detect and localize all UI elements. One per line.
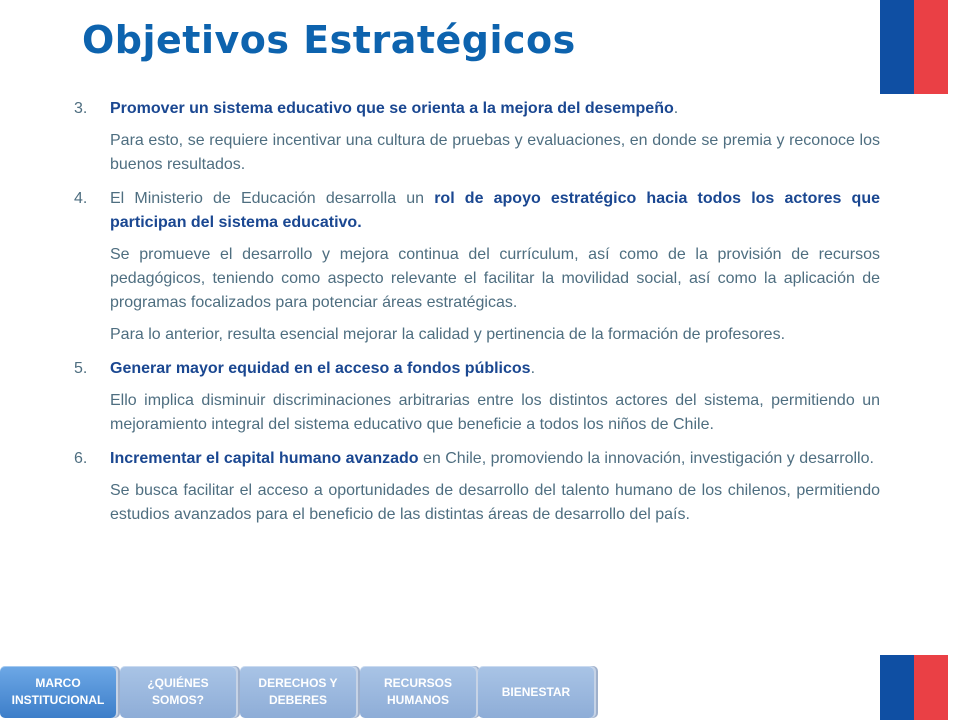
objective-text: El Ministerio de Educación desarrolla un bbox=[110, 190, 435, 207]
nav-button-label bbox=[502, 684, 570, 701]
objective-highlight: Incrementar el capital humano avanzado bbox=[110, 450, 419, 467]
flag-red-stripe bbox=[914, 655, 948, 720]
objective-heading bbox=[110, 187, 880, 235]
nav-button-label-line: DEBERES bbox=[268, 693, 327, 707]
objective-description: Para lo anterior, resulta esencial mejorar la calidad y pertinencia de la formación de profesores. bbox=[110, 326, 786, 343]
objective-highlight: rol de apoyo estratégico hacia todos los actores que participan del sistema educativo. bbox=[110, 190, 880, 231]
objective-number: 4. bbox=[74, 190, 88, 207]
nav-button-label bbox=[147, 675, 208, 709]
nav-button-label bbox=[12, 675, 105, 709]
nav-button-label-line: HUMANOS bbox=[386, 693, 449, 707]
objective-description: Se promueve el desarrollo y mejora continua del currículum, así como de la provisión de recursos pedagógicos, teniendo como aspecto relevante el facilitar la movilidad social, así como la aplicación de programas focalizados para potenciar áreas estratégicas. bbox=[110, 246, 880, 311]
objective-heading bbox=[110, 97, 880, 121]
nav-button-label-line: DERECHOS Y bbox=[258, 676, 338, 690]
objective-heading bbox=[110, 357, 880, 381]
objective-highlight: Generar mayor equidad en el acceso a fondos públicos bbox=[110, 360, 531, 377]
nav-button-label-line: ¿QUIÉNES bbox=[147, 676, 209, 690]
nav-button-label-line: INSTITUCIONAL bbox=[11, 693, 105, 707]
nav-button-derechos-y-deberes[interactable] bbox=[240, 666, 356, 718]
objective-description: Se busca facilitar el acceso a oportunidades de desarrollo del talento humano de los chilenos, permitiendo estudios avanzados para el beneficio de las distintas áreas de desarrollo del país. bbox=[110, 482, 880, 523]
flag-blue-stripe bbox=[880, 0, 914, 94]
objectives-list bbox=[74, 97, 880, 527]
nav-button-label-line: RECURSOS bbox=[383, 676, 452, 690]
objective-text: en Chile, promoviendo la innovación, investigación y desarrollo. bbox=[418, 450, 874, 467]
objective-heading bbox=[110, 447, 880, 471]
objective-highlight: Promover un sistema educativo que se orienta a la mejora del desempeño bbox=[110, 100, 674, 117]
objective-number: 6. bbox=[74, 450, 88, 467]
nav-button-label-line: MARCO bbox=[35, 676, 81, 690]
nav-button-label-line: BIENESTAR bbox=[501, 684, 571, 699]
nav-button-label bbox=[258, 675, 337, 709]
objective-item bbox=[74, 447, 880, 471]
nav-button-bienestar[interactable] bbox=[478, 666, 594, 718]
nav-button-label bbox=[384, 675, 452, 709]
objective-text: . bbox=[673, 100, 679, 117]
objective-description: Ello implica disminuir discriminaciones arbitrarias entre los distintos actores del sistema, permitiendo un mejoramiento integral del sistema educativo que beneficie a todos los niños de Chile. bbox=[110, 392, 880, 433]
objective-item bbox=[74, 357, 880, 381]
flag-red-stripe bbox=[914, 0, 948, 94]
objective-number: 5. bbox=[74, 360, 88, 377]
nav-button-label-line: SOMOS? bbox=[151, 693, 204, 707]
slide-title: Objetivos Estratégicos bbox=[82, 18, 576, 62]
objective-number: 3. bbox=[74, 100, 88, 117]
nav-button-marco-institucional[interactable] bbox=[0, 666, 116, 718]
objective-text: . bbox=[530, 360, 536, 377]
nav-button-quiénes-somos[interactable] bbox=[120, 666, 236, 718]
objective-description: Para esto, se requiere incentivar una cultura de pruebas y evaluaciones, en donde se premia y reconoce los buenos resultados. bbox=[110, 132, 880, 173]
bottom-navigation bbox=[0, 664, 620, 720]
nav-button-recursos-humanos[interactable] bbox=[360, 666, 476, 718]
flag-blue-stripe bbox=[880, 655, 914, 720]
objective-item bbox=[74, 187, 880, 235]
objective-item bbox=[74, 97, 880, 121]
